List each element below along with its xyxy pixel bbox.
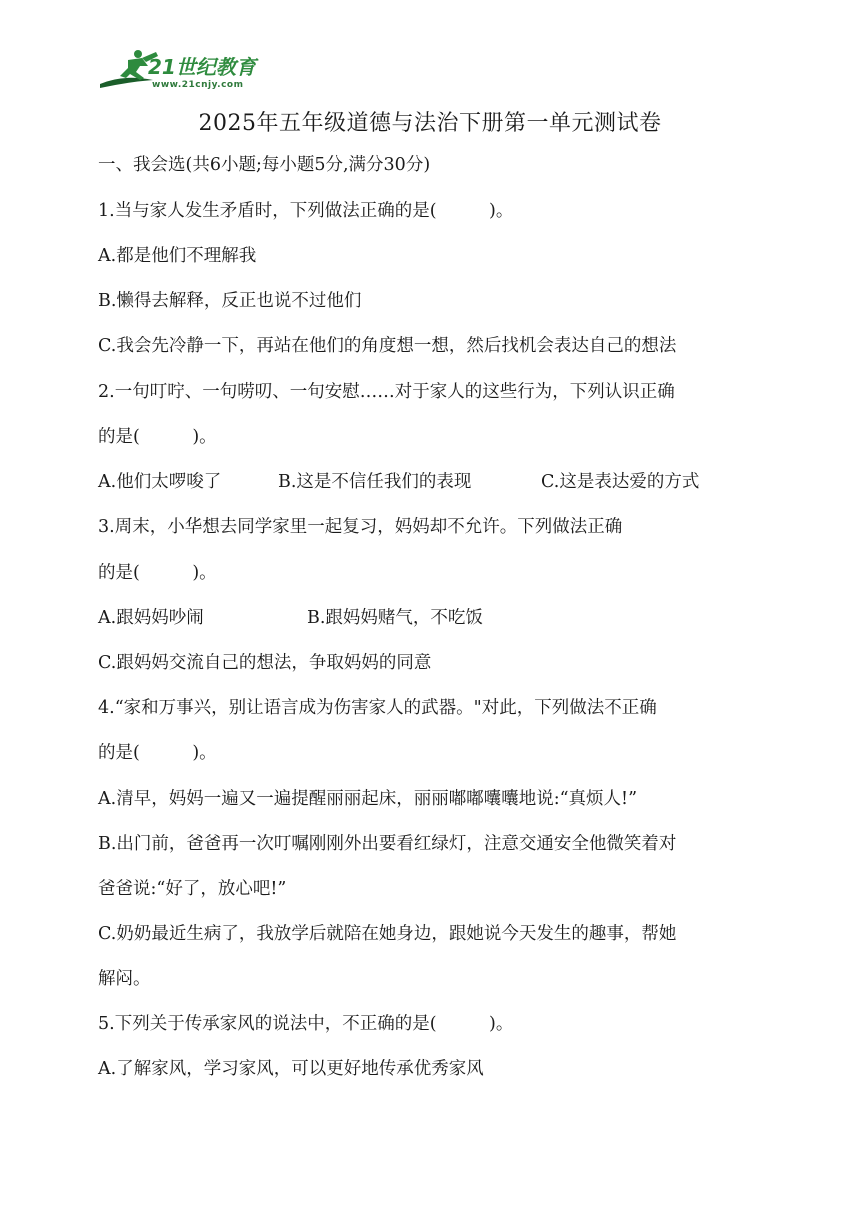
question-3-options <box>98 603 778 633</box>
question-1-option-c: C.我会先冷静一下，再站在他们的角度想一想，然后找机会表达自己的想法 <box>98 336 677 356</box>
question-1-option-a: A.都是他们不理解我 <box>98 246 257 266</box>
question-2-stem-line1: 2.一句叮咛、一句唠叨、一句安慰……对于家人的这些行为，下列认识正确 <box>98 382 675 402</box>
question-4-option-a: A.清早，妈妈一遍又一遍提醒丽丽起床，丽丽嘟嘟囔囔地说:“真烦人!” <box>98 789 638 809</box>
question-3-stem-line2: 的是( )。 <box>98 563 217 583</box>
logo-url: www.21cnjy.com <box>152 80 244 90</box>
question-5-option-a: A.了解家风，学习家风，可以更好地传承优秀家风 <box>98 1059 484 1079</box>
question-4-option-c-line2: 解闷。 <box>98 969 151 989</box>
question-4-option-c-line1: C.奶奶最近生病了，我放学后就陪在她身边，跟她说今天发生的趣事，帮她 <box>98 924 677 944</box>
question-2-options <box>98 467 778 497</box>
question-3-stem-line1: 3.周末，小华想去同学家里一起复习，妈妈却不允许。下列做法正确 <box>98 517 623 537</box>
question-4-option-b-line1: B.出门前，爸爸再一次叮嘱刚刚外出要看红绿灯，注意交通安全他微笑着对 <box>98 834 677 854</box>
question-4-stem-line1: 4.“家和万事兴，别让语言成为伤害家人的武器。"对此，下列做法不正确 <box>98 698 657 718</box>
question-1-option-b: B.懒得去解释，反正也说不过他们 <box>98 291 362 311</box>
question-3-option-b: B.跟妈妈赌气，不吃饭 <box>307 608 483 628</box>
question-2-option-a: A.他们太啰唆了 <box>98 472 222 492</box>
question-3-option-c: C.跟妈妈交流自己的想法，争取妈妈的同意 <box>98 653 432 673</box>
question-5-stem: 5.下列关于传承家风的说法中，不正确的是( )。 <box>98 1014 514 1034</box>
question-3-option-a: A.跟妈妈吵闹 <box>98 608 204 628</box>
question-2-stem-line2: 的是( )。 <box>98 427 217 447</box>
question-4-option-b-line2: 爸爸说:“好了，放心吧!” <box>98 879 287 899</box>
question-2-option-c: C.这是表达爱的方式 <box>541 472 700 492</box>
section-heading: 一、我会选(共6小题;每小题5分,满分30分) <box>98 155 431 175</box>
page-title: 2025年五年级道德与法治下册第一单元测试卷 <box>198 111 662 136</box>
question-2-option-b: B.这是不信任我们的表现 <box>278 472 472 492</box>
svg-text:21世纪教育: 21世纪教育 <box>148 55 256 79</box>
question-1-stem: 1.当与家人发生矛盾时，下列做法正确的是( )。 <box>98 201 514 221</box>
question-4-stem-line2: 的是( )。 <box>98 743 217 763</box>
